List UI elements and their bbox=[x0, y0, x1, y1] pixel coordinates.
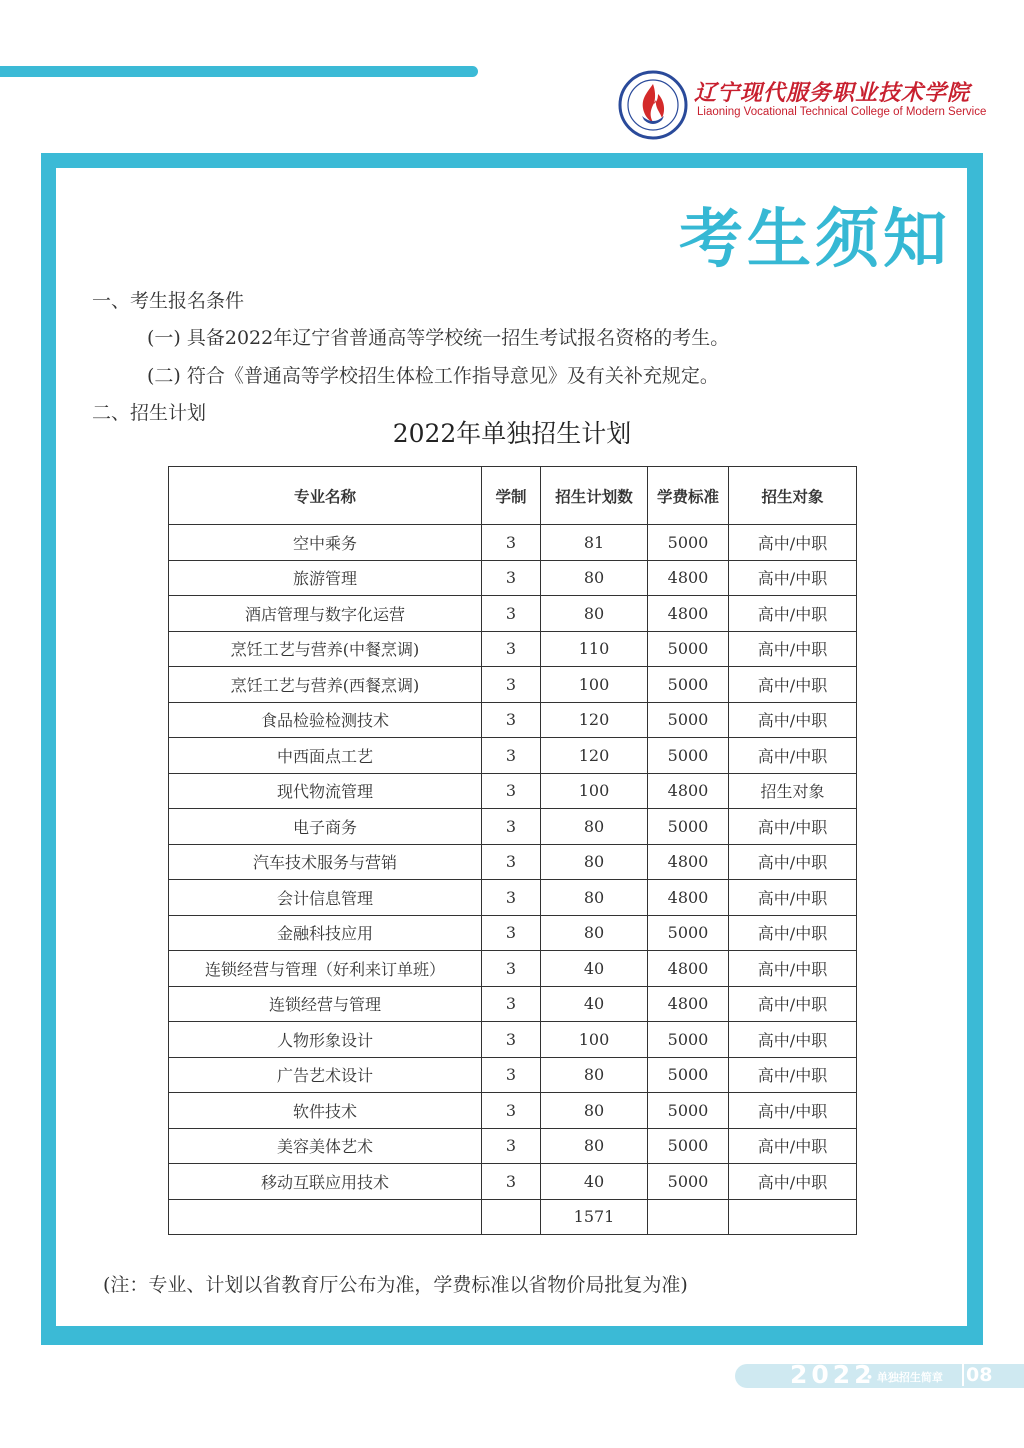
cell-target: 高中/中职 bbox=[729, 702, 857, 738]
cell-major: 烹饪工艺与营养(中餐烹调) bbox=[169, 631, 482, 667]
cell-tuition: 5000 bbox=[648, 631, 729, 667]
cell-duration: 3 bbox=[482, 951, 541, 987]
table-row bbox=[169, 525, 857, 561]
cell-major: 连锁经营与管理 bbox=[169, 986, 482, 1022]
cell-quota: 100 bbox=[541, 773, 648, 809]
table-total-row bbox=[169, 1199, 857, 1235]
cell-duration: 3 bbox=[482, 596, 541, 632]
cell-quota: 120 bbox=[541, 738, 648, 774]
cell-quota: 80 bbox=[541, 1128, 648, 1164]
table-row bbox=[169, 667, 857, 703]
cell-major: 食品检验检测技术 bbox=[169, 702, 482, 738]
cell-duration: 3 bbox=[482, 986, 541, 1022]
cell-tuition: 5000 bbox=[648, 915, 729, 951]
cell-quota: 80 bbox=[541, 809, 648, 845]
table-row bbox=[169, 1164, 857, 1200]
cell-quota: 80 bbox=[541, 560, 648, 596]
cell-target: 高中/中职 bbox=[729, 844, 857, 880]
cell-quota: 40 bbox=[541, 1164, 648, 1200]
cell-quota: 120 bbox=[541, 702, 648, 738]
cell-major: 旅游管理 bbox=[169, 560, 482, 596]
cell-tuition: 4800 bbox=[648, 951, 729, 987]
cell-quota: 80 bbox=[541, 844, 648, 880]
cell-target: 高中/中职 bbox=[729, 915, 857, 951]
cell-duration: 3 bbox=[482, 631, 541, 667]
header-tuition: 学费标准 bbox=[648, 467, 729, 525]
cell-quota: 81 bbox=[541, 525, 648, 561]
cell-duration: 3 bbox=[482, 525, 541, 561]
table-header-row bbox=[169, 467, 857, 525]
enrollment-plan-table bbox=[168, 466, 857, 1235]
cell-major: 金融科技应用 bbox=[169, 915, 482, 951]
cell-major bbox=[169, 1199, 482, 1235]
cell-tuition: 5000 bbox=[648, 667, 729, 703]
page-number: 08 bbox=[962, 1364, 992, 1386]
cell-duration bbox=[482, 1199, 541, 1235]
cell-duration: 3 bbox=[482, 702, 541, 738]
table-row bbox=[169, 773, 857, 809]
cell-target: 高中/中职 bbox=[729, 1093, 857, 1129]
cell-tuition: 5000 bbox=[648, 1093, 729, 1129]
condition-item-2: (二) 符合《普通高等学校招生体检工作指导意见》及有关补充规定。 bbox=[147, 365, 719, 387]
cell-target: 高中/中职 bbox=[729, 1022, 857, 1058]
cell-major: 酒店管理与数字化运营 bbox=[169, 596, 482, 632]
cell-major: 连锁经营与管理（好利来订单班） bbox=[169, 951, 482, 987]
cell-tuition: 5000 bbox=[648, 809, 729, 845]
cell-major: 汽车技术服务与营销 bbox=[169, 844, 482, 880]
college-emblem-icon bbox=[618, 70, 688, 140]
cell-target: 高中/中职 bbox=[729, 1164, 857, 1200]
cell-quota: 80 bbox=[541, 1057, 648, 1093]
table-row bbox=[169, 915, 857, 951]
cell-major: 人物形象设计 bbox=[169, 1022, 482, 1058]
cell-duration: 3 bbox=[482, 1164, 541, 1200]
cell-target: 高中/中职 bbox=[729, 738, 857, 774]
cell-target: 高中/中职 bbox=[729, 596, 857, 632]
cell-quota: 80 bbox=[541, 880, 648, 916]
cell-duration: 3 bbox=[482, 738, 541, 774]
cell-duration: 3 bbox=[482, 1022, 541, 1058]
top-accent-bar bbox=[0, 66, 478, 77]
cell-duration: 3 bbox=[482, 560, 541, 596]
cell-target: 高中/中职 bbox=[729, 631, 857, 667]
college-name-en: Liaoning Vocational Technical College of Modern Service bbox=[697, 106, 987, 118]
cell-tuition: 5000 bbox=[648, 1164, 729, 1200]
cell-major: 移动互联应用技术 bbox=[169, 1164, 482, 1200]
cell-duration: 3 bbox=[482, 1128, 541, 1164]
table-row bbox=[169, 1093, 857, 1129]
cell-duration: 3 bbox=[482, 667, 541, 703]
table-row bbox=[169, 986, 857, 1022]
table-row bbox=[169, 1128, 857, 1164]
cell-tuition bbox=[648, 1199, 729, 1235]
cell-major: 会计信息管理 bbox=[169, 880, 482, 916]
section-heading-plan: 二、招生计划 bbox=[92, 402, 207, 424]
cell-tuition: 5000 bbox=[648, 1057, 729, 1093]
cell-target: 高中/中职 bbox=[729, 525, 857, 561]
table-row bbox=[169, 844, 857, 880]
cell-tuition: 4800 bbox=[648, 880, 729, 916]
cell-target: 高中/中职 bbox=[729, 560, 857, 596]
cell-target: 高中/中职 bbox=[729, 951, 857, 987]
section-heading-conditions: 一、考生报名条件 bbox=[92, 290, 245, 312]
cell-tuition: 5000 bbox=[648, 1022, 729, 1058]
table-row bbox=[169, 560, 857, 596]
cell-tuition: 5000 bbox=[648, 525, 729, 561]
cell-duration: 3 bbox=[482, 1093, 541, 1129]
table-row bbox=[169, 1057, 857, 1093]
table-row bbox=[169, 809, 857, 845]
table-row bbox=[169, 1022, 857, 1058]
cell-target: 高中/中职 bbox=[729, 667, 857, 703]
cell-target: 招生对象 bbox=[729, 773, 857, 809]
cell-duration: 3 bbox=[482, 1057, 541, 1093]
page-title: 考生须知 bbox=[679, 202, 951, 277]
header-duration: 学制 bbox=[482, 467, 541, 525]
cell-target: 高中/中职 bbox=[729, 1128, 857, 1164]
cell-duration: 3 bbox=[482, 915, 541, 951]
college-name-cn: 辽宁现代服务职业技术学院 bbox=[694, 80, 971, 106]
cell-quota: 80 bbox=[541, 596, 648, 632]
cell-duration: 3 bbox=[482, 880, 541, 916]
table-row bbox=[169, 951, 857, 987]
cell-tuition: 4800 bbox=[648, 560, 729, 596]
cell-tuition: 5000 bbox=[648, 1128, 729, 1164]
cell-tuition: 4800 bbox=[648, 986, 729, 1022]
table-title: 2022年单独招生计划 bbox=[392, 419, 632, 448]
cell-tuition: 4800 bbox=[648, 844, 729, 880]
cell-tuition: 4800 bbox=[648, 596, 729, 632]
cell-major: 电子商务 bbox=[169, 809, 482, 845]
footer-year: 2022 bbox=[790, 1360, 876, 1389]
table-row bbox=[169, 631, 857, 667]
cell-major: 现代物流管理 bbox=[169, 773, 482, 809]
table-row bbox=[169, 738, 857, 774]
condition-item-1: (一) 具备2022年辽宁省普通高等学校统一招生考试报名资格的考生。 bbox=[147, 327, 730, 349]
cell-quota: 100 bbox=[541, 1022, 648, 1058]
cell-duration: 3 bbox=[482, 809, 541, 845]
cell-quota: 80 bbox=[541, 1093, 648, 1129]
cell-target: 高中/中职 bbox=[729, 1057, 857, 1093]
header-major: 专业名称 bbox=[169, 467, 482, 525]
cell-tuition: 5000 bbox=[648, 702, 729, 738]
cell-target: 高中/中职 bbox=[729, 986, 857, 1022]
cell-duration: 3 bbox=[482, 844, 541, 880]
cell-quota: 80 bbox=[541, 915, 648, 951]
header-quota: 招生计划数 bbox=[541, 467, 648, 525]
footnote: (注：专业、计划以省教育厅公布为准，学费标准以省物价局批复为准) bbox=[103, 1274, 688, 1296]
cell-duration: 3 bbox=[482, 773, 541, 809]
cell-quota: 100 bbox=[541, 667, 648, 703]
cell-major: 美容美体艺术 bbox=[169, 1128, 482, 1164]
cell-target: 高中/中职 bbox=[729, 880, 857, 916]
table-row bbox=[169, 596, 857, 632]
cell-target: 高中/中职 bbox=[729, 809, 857, 845]
table-row bbox=[169, 880, 857, 916]
cell-major: 软件技术 bbox=[169, 1093, 482, 1129]
table-row bbox=[169, 702, 857, 738]
cell-quota: 1571 bbox=[541, 1199, 648, 1235]
cell-major: 广告艺术设计 bbox=[169, 1057, 482, 1093]
cell-quota: 110 bbox=[541, 631, 648, 667]
cell-major: 烹饪工艺与营养(西餐烹调) bbox=[169, 667, 482, 703]
cell-quota: 40 bbox=[541, 951, 648, 987]
cell-major: 空中乘务 bbox=[169, 525, 482, 561]
cell-tuition: 4800 bbox=[648, 773, 729, 809]
cell-target bbox=[729, 1199, 857, 1235]
cell-major: 中西面点工艺 bbox=[169, 738, 482, 774]
cell-tuition: 5000 bbox=[648, 738, 729, 774]
footer-text: • 单独招生简章 bbox=[866, 1371, 943, 1384]
header-target: 招生对象 bbox=[729, 467, 857, 525]
cell-quota: 40 bbox=[541, 986, 648, 1022]
